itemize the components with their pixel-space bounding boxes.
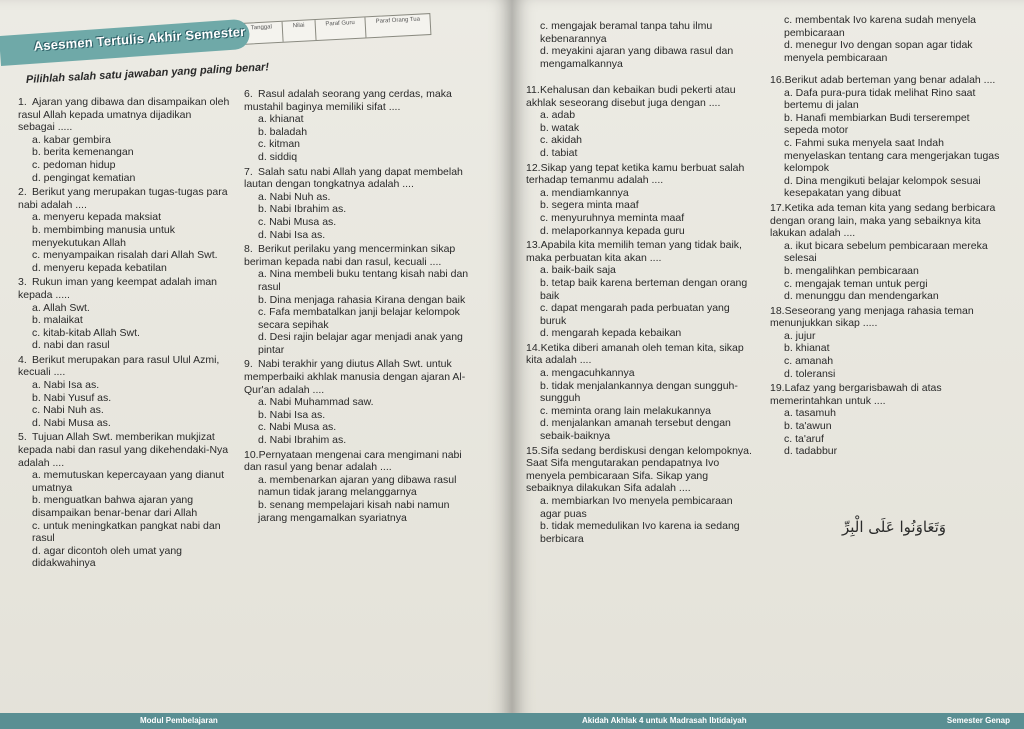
question-stem (18, 186, 230, 211)
question-stem (18, 276, 230, 301)
arabic-verse: وَتَعَاوَنُوا عَلَى الْبِرِّ (842, 518, 947, 536)
score-label-teacher: Paraf Guru (315, 17, 366, 40)
question-item (244, 88, 476, 164)
question-item (18, 276, 230, 352)
answer-option[interactable]: a. membiarkan Ivo menyela pembicaraan agar puas (540, 495, 733, 520)
question-text: Rasul adalah seorang yang cerdas, maka mustahil baginya memiliki sifat .... (244, 88, 452, 113)
question-text: Seseorang yang menjaga rahasia teman menunjukkan sikap ..... (770, 304, 974, 330)
answer-option[interactable]: d. tabiat (540, 146, 578, 159)
answer-option[interactable]: b. khianat (784, 342, 830, 355)
answer-option[interactable]: c. menyuruhnya meminta maaf (540, 211, 685, 224)
question-item (18, 354, 230, 430)
question-stem (526, 162, 752, 187)
question-number: 2. (18, 186, 27, 199)
answer-option[interactable]: b. tidak menjalankannya dengan sungguh-sungguh (540, 379, 738, 405)
question-text: Kehalusan dan kebaikan budi pekerti atau akhlak seseorang disebut juga dengan .... (526, 84, 736, 109)
question-stem (18, 354, 230, 379)
question-stem (770, 382, 1006, 407)
footer-semester: Semester Genap (946, 716, 1010, 725)
answer-option[interactable]: a. menyeru kepada maksiat (32, 211, 161, 224)
answer-option[interactable]: b. tidak memedulikan Ivo karena ia sedang berbicara (540, 520, 740, 545)
question-stem (244, 449, 476, 474)
question-number: 14. (526, 341, 541, 354)
question-text: Ketika diberi amanah oleh teman kita, sikap kita adalah .... (526, 341, 744, 367)
answer-option[interactable]: c. kitab-kitab Allah Swt. (32, 326, 140, 339)
question-number: 1. (18, 96, 27, 108)
answer-option[interactable]: d. agar dicontoh oleh umat yang didakwahinya (32, 544, 183, 570)
answer-option[interactable]: a. Nabi Nuh as. (258, 190, 331, 203)
section-banner (0, 19, 250, 66)
question-number: 8. (244, 243, 253, 256)
question-item (244, 449, 476, 525)
answer-option[interactable]: b. malaikat (32, 314, 83, 327)
answer-option[interactable]: b. tetap baik karena berteman dengan orang baik (540, 276, 748, 302)
answer-option[interactable]: d. melaporkannya kepada guru (540, 224, 685, 237)
answer-option[interactable]: c. Nabi Nuh as. (32, 404, 104, 417)
question-item (18, 186, 230, 274)
answer-option[interactable]: c. ta'aruf (784, 432, 824, 445)
question-item (526, 84, 752, 160)
question-stem (770, 305, 1006, 330)
answer-option[interactable]: c. pedoman hidup (32, 158, 116, 171)
question-item (526, 445, 752, 546)
answer-option[interactable]: c. mengajak teman untuk pergi (784, 277, 928, 290)
answer-option[interactable]: c. Nabi Musa as. (258, 215, 337, 228)
answer-option[interactable]: d. siddiq (258, 150, 298, 163)
question-stem (244, 166, 476, 191)
question-stem (18, 96, 230, 134)
instruction: Pilihlah salah satu jawaban yang paling benar! (25, 61, 270, 86)
score-box (240, 13, 432, 45)
answer-option[interactable]: b. baladah (258, 125, 308, 138)
answer-option[interactable]: d. Nabi Isa as. (258, 228, 326, 241)
question-number: 7. (244, 165, 253, 178)
question-number: 13. (526, 239, 541, 252)
question-text: Berikut adab berteman yang benar adalah .... (784, 74, 996, 86)
answer-option[interactable]: b. Nabi Yusuf as. (32, 391, 112, 404)
answer-option[interactable]: c. Fafa membatalkan janji belajar kelompok secara sepihak (258, 306, 460, 331)
answer-option[interactable]: b. Hanafi membiarkan Budi terserempet sepeda motor (784, 111, 970, 137)
question-stem (526, 342, 752, 367)
question-stem (526, 445, 752, 495)
question-item (770, 202, 1006, 303)
question-text: Salah satu nabi Allah yang dapat membelah lautan dengan tongkatnya adalah .... (244, 165, 463, 191)
answer-option[interactable]: c. kitman (258, 138, 301, 151)
left-footer (0, 713, 512, 729)
answer-option[interactable]: b. menguatkan bahwa ajaran yang disampaikan benar-benar dari Allah (32, 494, 198, 519)
score-label-date: Tanggal (241, 22, 284, 44)
answer-option[interactable]: d. pengingat kematian (32, 171, 136, 184)
answer-option[interactable]: d. menjalankan amanah tersebut dengan sebaik-baiknya (540, 417, 731, 443)
question-text: Berikut yang merupakan tugas-tugas para nabi adalah .... (18, 186, 228, 211)
question-column-3 (526, 84, 752, 547)
question-stem (18, 431, 230, 469)
answer-option[interactable]: a. adab (540, 109, 576, 122)
question-number: 4. (18, 353, 27, 366)
question-number: 19. (770, 382, 785, 395)
answer-option[interactable]: a. jujur (784, 329, 816, 342)
answer-option[interactable]: a. Nabi Muhammad saw. (258, 396, 374, 409)
answer-option[interactable]: d. Desi rajin belajar agar menjadi anak yang pintar (258, 331, 463, 356)
question-number: 12. (526, 161, 541, 174)
question-column-2 (244, 88, 476, 526)
footer-book-title: Akidah Akhlak 4 untuk Madrasah Ibtidaiyah (582, 716, 747, 725)
answer-option[interactable]: c. meminta orang lain melakukannya (540, 404, 712, 417)
answer-option[interactable]: c. amanah (784, 355, 834, 368)
question-stem (244, 243, 476, 268)
question-number: 16. (770, 74, 785, 86)
answer-option[interactable]: d. toleransi (784, 367, 836, 380)
question-column-3-continued (526, 20, 752, 70)
question-item (244, 243, 476, 356)
answer-option[interactable]: c. dapat mengarah pada perbuatan yang buruk (540, 302, 730, 327)
question-column-4-continued (770, 14, 1006, 64)
question-number: 18. (770, 304, 785, 317)
answer-option[interactable]: a. baik-baik saja (540, 264, 616, 277)
score-label-grade: Nilai (283, 20, 317, 42)
question-number: 11. (526, 84, 540, 96)
answer-option[interactable]: a. mengacuhkannya (540, 367, 635, 380)
question-number: 5. (18, 431, 27, 444)
answer-option[interactable]: a. Nabi Isa as. (32, 379, 100, 392)
question-number: 17. (770, 201, 785, 214)
question-item (18, 96, 230, 184)
question-text: Apabila kita memilih teman yang tidak baik, maka perbuatan kita akan .... (526, 239, 742, 264)
question-item (18, 431, 230, 570)
question-text: Lafaz yang bergarisbawah di atas memerintahkan untuk .... (770, 382, 942, 407)
answer-option[interactable]: a. Dafa pura-pura tidak melihat Rino saat bertemu di jalan (784, 86, 976, 112)
answer-option[interactable]: a. kabar gembira (32, 133, 111, 146)
question-text: Sifa sedang berdiskusi dengan kelompoknya. Saat Sifa mengutarakan pendapatnya Ivo menyela pembicaraan Sifa. Sikap yang sebaiknya dilakukan Sifa adalah .... (526, 444, 752, 495)
answer-option[interactable]: a. Nina membeli buku tentang kisah nabi dan rasul (258, 268, 469, 293)
answer-option[interactable]: b. berita kemenangan (32, 146, 134, 159)
answer-option[interactable]: c. untuk meningkatkan pangkat nabi dan rasul (32, 519, 221, 545)
question-item (244, 166, 476, 242)
question-stem (244, 358, 476, 396)
footer-module-label: Modul Pembelajaran (140, 716, 218, 725)
answer-option[interactable]: d. meyakini ajaran yang dibawa rasul dan mengamalkannya (540, 45, 734, 70)
question-number: 6. (244, 88, 253, 100)
answer-option[interactable]: d. Dina mengikuti belajar kelompok sesuai kesepakatan yang dibuat (784, 174, 981, 200)
question-number: 15. (526, 444, 541, 457)
question-column-1 (18, 96, 230, 572)
question-stem (770, 74, 1006, 87)
answer-option[interactable]: a. khianat (258, 113, 304, 126)
question-item (770, 382, 1006, 458)
question-stem (526, 84, 752, 109)
question-item (770, 305, 1006, 381)
question-stem (244, 88, 476, 113)
question-text: Tujuan Allah Swt. memberikan mukjizat kepada nabi dan rasul yang dikehendaki-Nya adalah .... (18, 431, 229, 469)
question-number: 9. (244, 358, 253, 371)
question-stem (526, 239, 752, 264)
answer-option[interactable]: a. ikut bicara sebelum pembicaraan mereka selesai (784, 239, 988, 265)
answer-option[interactable]: d. Nabi Musa as. (32, 416, 111, 429)
question-column-4 (770, 74, 1006, 460)
answer-option[interactable]: a. Allah Swt. (32, 301, 90, 314)
answer-option[interactable]: c. Fahmi suka menyela saat Indah menyelaskan tentang cara mengerjakan tugas kelompok (784, 136, 1000, 175)
answer-option[interactable]: b. watak (540, 121, 580, 134)
answer-option[interactable]: c. akidah (540, 134, 583, 147)
answer-option[interactable]: d. tadabbur (784, 445, 838, 458)
answer-option[interactable]: d. menyeru kepada kebatilan (32, 261, 167, 274)
question-text: Ketika ada teman kita yang sedang berbicara dengan orang lain, maka yang sebaiknya kita lakukan adalah .... (770, 201, 996, 240)
question-text: Berikut merupakan para rasul Ulul Azmi, kecuali .... (18, 353, 220, 379)
answer-option[interactable]: b. Nabi Ibrahim as. (258, 203, 347, 216)
question-stem (770, 202, 1006, 240)
answer-option[interactable]: c. membentak Ivo karena sudah menyela pembicaraan (784, 14, 977, 39)
question-text: Berikut perilaku yang mencerminkan sikap beriman kepada nabi dan rasul, kecuali .... (244, 243, 456, 268)
answer-option[interactable]: c. mengajak beramal tanpa tahu ilmu kebenarannya (540, 20, 713, 45)
answer-option[interactable]: a. membenarkan ajaran yang dibawa rasul namun tidak jarang melanggarnya (258, 473, 457, 499)
question-number: 3. (18, 276, 27, 289)
question-item (770, 74, 1006, 200)
right-page (512, 0, 1024, 729)
answer-option[interactable]: d. mengarah kepada kebaikan (540, 327, 682, 340)
question-text: Rukun iman yang keempat adalah iman kepada ..... (18, 276, 218, 301)
question-text: Nabi terakhir yang diutus Allah Swt. untuk memperbaiki akhlak manusia dengan ajaran Al-Qur'an adalah .... (244, 358, 466, 396)
score-label-parent: Paraf Orang Tua (375, 16, 421, 25)
answer-option[interactable]: b. membimbing manusia untuk menyekutukan Allah (32, 223, 175, 249)
answer-option[interactable]: b. segera minta maaf (540, 199, 639, 212)
answer-option[interactable]: b. ta'awun (784, 420, 832, 433)
question-text: Ajaran yang dibawa dan disampaikan oleh rasul Allah kepada umatnya dijadikan sebagai ..... (18, 96, 230, 134)
answer-option[interactable]: b. Nabi Isa as. (258, 408, 326, 421)
banner-title: Asesmen Tertulis Akhir Semester (33, 23, 246, 54)
question-number: 10. (244, 448, 259, 461)
question-item (526, 342, 752, 443)
question-item (244, 358, 476, 446)
answer-option[interactable]: c. Nabi Musa as. (258, 421, 337, 434)
answer-option[interactable]: a. mendiamkannya (540, 186, 629, 199)
answer-option[interactable]: d. menunggu dan mendengarkan (784, 290, 939, 303)
answer-option[interactable]: b. senang mempelajari kisah nabi namun jarang mengamalkan syariatnya (258, 499, 450, 524)
answer-option[interactable]: a. tasamuh (784, 407, 836, 420)
question-text: Pernyataan mengenai cara mengimani nabi dan rasul yang benar adalah .... (244, 448, 462, 474)
answer-option[interactable]: b. mengalihkan pembicaraan (784, 264, 919, 277)
question-text: Sikap yang tepat ketika kamu berbuat salah terhadap temanmu adalah .... (526, 161, 745, 187)
answer-option[interactable]: d. nabi dan rasul (32, 339, 110, 352)
answer-option[interactable]: a. memutuskan kepercayaan yang dianut umatnya (32, 469, 225, 494)
right-footer (512, 713, 1024, 729)
question-item (526, 162, 752, 238)
answer-option[interactable]: c. menyampaikan risalah dari Allah Swt. (32, 249, 218, 262)
question-item (526, 239, 752, 340)
answer-option[interactable]: d. Nabi Ibrahim as. (258, 434, 347, 447)
answer-option[interactable]: d. menegur Ivo dengan sopan agar tidak menyela pembicaraan (784, 39, 973, 64)
answer-option[interactable]: b. Dina menjaga rahasia Kirana dengan baik (258, 293, 466, 306)
